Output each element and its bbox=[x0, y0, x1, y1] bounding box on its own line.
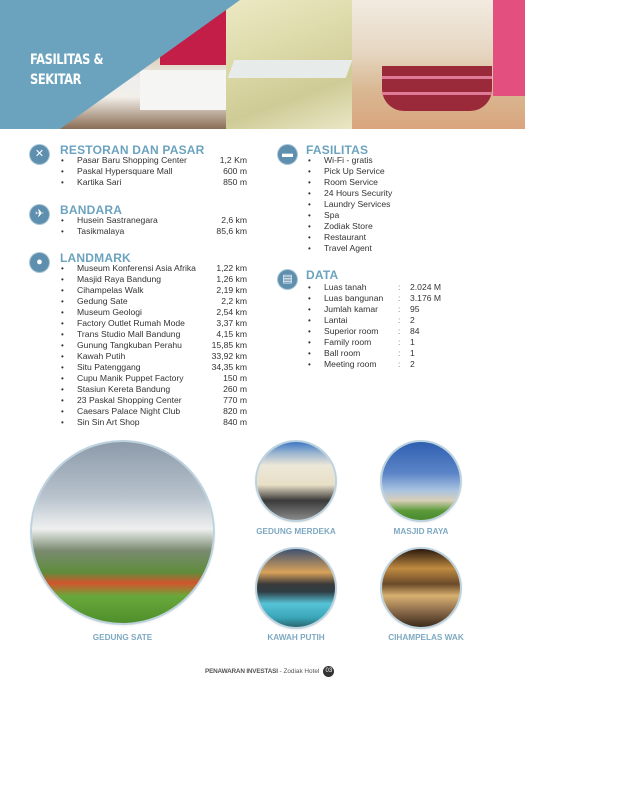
list-item: • Cihampelas Walk 2,19 km bbox=[61, 285, 247, 295]
list-item: • Cupu Manik Puppet Factory 150 m bbox=[61, 373, 247, 383]
list-item: • Superior room : 84 bbox=[308, 326, 420, 336]
section-title-restoran: RESTORAN DAN PASAR bbox=[60, 143, 205, 157]
footer-separator: - bbox=[277, 668, 284, 676]
photo-masjid-raya bbox=[382, 442, 460, 520]
list-item: • Family room : 1 bbox=[308, 337, 415, 347]
list-item: • Laundry Services bbox=[308, 199, 391, 209]
list-item: • Caesars Palace Night Club 820 m bbox=[61, 406, 247, 416]
list-item: • 24 Hours Security bbox=[308, 188, 393, 198]
list-item: • Kartika Sari 850 m bbox=[61, 177, 247, 187]
list-item: • Pasar Baru Shopping Center 1,2 Km bbox=[61, 155, 247, 165]
page-number-badge: 03 bbox=[323, 666, 334, 677]
list-item: • Meeting room : 2 bbox=[308, 359, 415, 369]
list-item: • Museum Geologi 2,54 km bbox=[61, 307, 247, 317]
photo-cihampelas-walk bbox=[382, 549, 460, 627]
list-item: • Travel Agent bbox=[308, 243, 372, 253]
list-item: • Husein Sastranegara 2,6 km bbox=[61, 215, 247, 225]
data-list bbox=[308, 282, 458, 370]
section-title-bandara: BANDARA bbox=[60, 203, 123, 217]
list-item: • Factory Outlet Rumah Mode 3,37 km bbox=[61, 318, 247, 328]
section-title-data: DATA bbox=[306, 268, 339, 282]
airplane-icon: ✈ bbox=[30, 205, 49, 224]
caption-kawah-putih: KAWAH PUTIH bbox=[267, 633, 325, 642]
section-title-landmark: LANDMARK bbox=[60, 251, 131, 265]
list-item: • Luas tanah : 2.024 M bbox=[308, 282, 442, 292]
list-item: • Restaurant bbox=[308, 232, 367, 242]
utensils-icon: ✕ bbox=[30, 145, 49, 164]
page-title bbox=[30, 50, 128, 90]
list-item: • Room Service bbox=[308, 177, 378, 187]
footer-hotel-name: Zodiak Hotel bbox=[283, 668, 320, 676]
header-banner bbox=[0, 0, 525, 129]
list-item: • Trans Studio Mall Bandung 4,15 km bbox=[61, 329, 247, 339]
list-item: • Tasikmalaya 85,6 km bbox=[61, 226, 247, 236]
list-item: • Pick Up Service bbox=[308, 166, 385, 176]
photo-gedung-merdeka bbox=[257, 442, 335, 520]
list-item: • Paskal Hypersquare Mall 600 m bbox=[61, 166, 247, 176]
list-item: • Zodiak Store bbox=[308, 221, 373, 231]
photo-kawah-putih bbox=[257, 549, 335, 627]
bandara-list bbox=[61, 215, 247, 237]
list-item: • Masjid Raya Bandung 1,26 km bbox=[61, 274, 247, 284]
lobby-photo bbox=[352, 0, 525, 129]
restoran-list bbox=[61, 155, 247, 188]
dining-photo bbox=[226, 0, 354, 129]
footer-doc-label: PENAWARAN INVESTASI bbox=[205, 668, 278, 676]
title-line-1: FASILITAS & bbox=[30, 52, 104, 68]
footer bbox=[205, 666, 334, 677]
list-item: • Sin Sin Art Shop 840 m bbox=[61, 417, 247, 427]
caption-masjid-raya: MASJID RAYA bbox=[393, 527, 449, 536]
list-item: • Wi-Fi - gratis bbox=[308, 155, 373, 165]
list-item: • Lantai : 2 bbox=[308, 315, 415, 325]
caption-gedung-sate: GEDUNG SATE bbox=[92, 633, 153, 642]
list-item: • Stasiun Kereta Bandung 260 m bbox=[61, 384, 247, 394]
caption-cihampelas-walk: CIHAMPELAS WAK bbox=[388, 633, 464, 642]
list-item: • Museum Konferensi Asia Afrika 1,22 km bbox=[61, 263, 247, 273]
title-line-2: SEKITAR bbox=[30, 72, 82, 88]
list-item: • Situ Patenggang 34,35 km bbox=[61, 362, 247, 372]
landmark-list bbox=[61, 263, 247, 428]
list-item: • Ball room : 1 bbox=[308, 348, 415, 358]
list-item: • Jumlah kamar : 95 bbox=[308, 304, 420, 314]
section-title-fasilitas: FASILITAS bbox=[306, 143, 369, 157]
list-item: • Gunung Tangkuban Perahu 15,85 km bbox=[61, 340, 247, 350]
caption-gedung-merdeka: GEDUNG MERDEKA bbox=[256, 527, 336, 536]
document-icon: ▤ bbox=[278, 270, 297, 289]
list-item: • Spa bbox=[308, 210, 340, 220]
list-item: • 23 Paskal Shopping Center 770 m bbox=[61, 395, 247, 405]
list-item: • Gedung Sate 2,2 km bbox=[61, 296, 247, 306]
photo-gedung-sate bbox=[32, 442, 213, 623]
bus-icon: ▬ bbox=[278, 145, 297, 164]
list-item: • Luas bangunan : 3.176 M bbox=[308, 293, 442, 303]
list-item: • Kawah Putih 33,92 km bbox=[61, 351, 247, 361]
fasilitas-list bbox=[308, 155, 458, 254]
map-pin-icon: ● bbox=[30, 253, 49, 272]
